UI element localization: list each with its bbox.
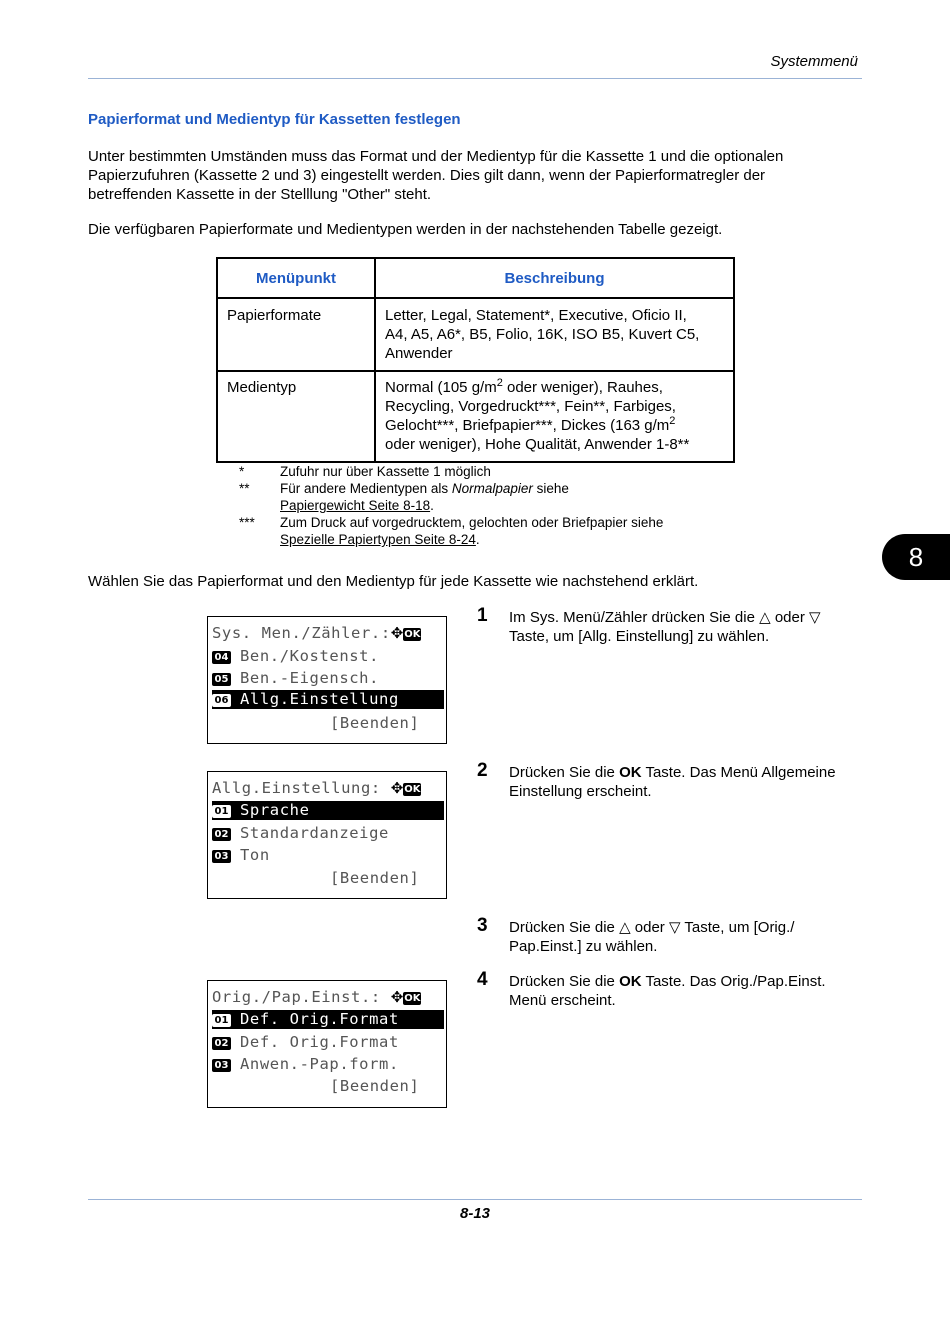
lcd-screen-general-settings [207, 771, 447, 899]
footnote-link[interactable]: Papiergewicht Seite 8-18 [280, 498, 431, 513]
column-header: Beschreibung [375, 258, 734, 298]
up-arrow-icon: △ [759, 609, 771, 626]
lcd-menu-item-selected: 01 Def. Orig.Format [212, 1010, 444, 1029]
description-line: Anwender [385, 345, 453, 362]
page-number: 8-13 [459, 1205, 491, 1222]
step-number: 1 [477, 605, 488, 626]
table-row [217, 371, 734, 462]
ok-icon: OK [404, 993, 421, 1004]
running-header: Systemmenü [770, 53, 858, 70]
lcd-menu-item: 02 Standardanzeige [212, 824, 389, 843]
footnote-text: Zufuhr nur über Kassette 1 möglich [280, 464, 491, 479]
lcd-screen-orig-paper [207, 980, 447, 1108]
down-arrow-icon: ▽ [668, 919, 681, 936]
lcd-menu-item: 02 Def. Orig.Format [212, 1033, 399, 1052]
cross-arrow-icon: ✥ [390, 988, 404, 1006]
table-cell-description [375, 371, 734, 462]
description-line: Recycling, Vorgedruckt***, Fein**, Farbiges, [385, 398, 676, 415]
lcd-end-key: [Beenden] [330, 714, 420, 732]
intro-line: Papierzufuhren (Kassette 2 und 3) eingestellt werden. Dies gilt dann, wenn der Papierformatregler der [88, 167, 766, 184]
step-number: 4 [477, 969, 488, 990]
options-table [216, 257, 735, 463]
intro-line: betreffenden Kassette in der Stelllung "Other" steht. [88, 186, 432, 203]
description-line: A4, A5, A6*, B5, Folio, 16K, ISO B5, Kuvert C5, [385, 326, 700, 343]
footnote-link-line: Papiergewicht Seite 8-18. [280, 498, 434, 513]
footnote-text: Für andere Medientypen als Normalpapier siehe [280, 481, 569, 496]
chapter-tab[interactable]: 8 [882, 534, 950, 580]
footer-rule [88, 1199, 862, 1200]
footnote-text: Zum Druck auf vorgedrucktem, gelochten oder Briefpapier siehe [280, 515, 664, 530]
lcd-screen-sys-menu [207, 616, 447, 744]
description-line: Gelocht***, Briefpapier***, Dickes (163 $g/m^2$ [385, 415, 676, 434]
footnote-link-line: Spezielle Papiertypen Seite 8-24. [280, 532, 480, 547]
table-intro: Die verfügbaren Papierformate und Medientypen werden in der nachstehenden Tabelle gezeigt. [88, 221, 723, 238]
header-rule [88, 78, 862, 79]
footnote-link[interactable]: Spezielle Papiertypen Seite 8-24 [280, 532, 476, 547]
table-cell-item: Medientyp [217, 371, 375, 462]
step-number: 2 [477, 760, 488, 781]
lcd-end-key: [Beenden] [330, 869, 420, 887]
footnotes [217, 463, 737, 553]
lcd-title-line: Allg.Einstellung: ✥OK [212, 779, 421, 797]
lcd-menu-item: 05 Ben.-Eigensch. [212, 669, 379, 688]
ok-icon: OK [404, 784, 421, 795]
description-line: oder weniger), Hohe Qualität, Anwender 1-8** [385, 436, 690, 453]
lcd-menu-item: 04 Ben./Kostenst. [212, 647, 379, 666]
steps-intro: Wählen Sie das Papierformat und den Medientyp für jede Kassette wie nachstehend erklärt. [88, 573, 699, 590]
footnote-symbol: * [239, 464, 245, 479]
intro-paragraph [88, 147, 858, 204]
table-row [217, 298, 734, 371]
lcd-menu-item-selected: 01 Sprache [212, 801, 444, 820]
footnote-symbol: *** [239, 515, 255, 530]
lcd-menu-item-selected: 06 Allg.Einstellung [212, 690, 444, 709]
table-header-row [217, 258, 734, 298]
step-number: 3 [477, 915, 488, 936]
step-text: Drücken Sie die OK Taste. Das Menü Allgemeine Einstellung erscheint. [509, 764, 836, 800]
step-text: Drücken Sie die OK Taste. Das Orig./Pap.Einst. Menü erscheint. [509, 973, 826, 1009]
table-cell-item: Papierformate [217, 298, 375, 371]
down-arrow-icon: ▽ [809, 609, 821, 626]
description-line: Letter, Legal, Statement*, Executive, Oficio II, [385, 307, 687, 324]
lcd-menu-item: 03 Anwen.-Pap.form. [212, 1055, 399, 1074]
lcd-title-line: Orig./Pap.Einst.: ✥OK [212, 988, 421, 1006]
cross-arrow-icon: ✥ [390, 624, 404, 642]
table-cell-description [375, 298, 734, 371]
ok-icon: OK [404, 629, 421, 640]
lcd-title-line: Sys. Men./Zähler.:✥OK [212, 624, 421, 642]
step-text: Drücken Sie die △ oder ▽ Taste, um [Orig./ Pap.Einst.] zu wählen. [509, 919, 795, 955]
description-line: Normal (105 $g/m^2$ oder weniger), Rauhes, [385, 377, 663, 396]
up-arrow-icon: △ [619, 919, 631, 936]
footnote-symbol: ** [239, 481, 250, 496]
step-text: Im Sys. Menü/Zähler drücken Sie die △ oder ▽ Taste, um [Allg. Einstellung] zu wählen. [509, 609, 821, 645]
intro-line: Unter bestimmten Umständen muss das Format und der Medientyp für die Kassette 1 und die optionalen [88, 148, 784, 165]
section-heading: Papierformat und Medientyp für Kassetten festlegen [88, 111, 461, 128]
column-header: Menüpunkt [217, 258, 375, 298]
lcd-end-key: [Beenden] [330, 1077, 420, 1095]
lcd-menu-item: 03 Ton [212, 846, 270, 865]
cross-arrow-icon: ✥ [390, 779, 404, 797]
